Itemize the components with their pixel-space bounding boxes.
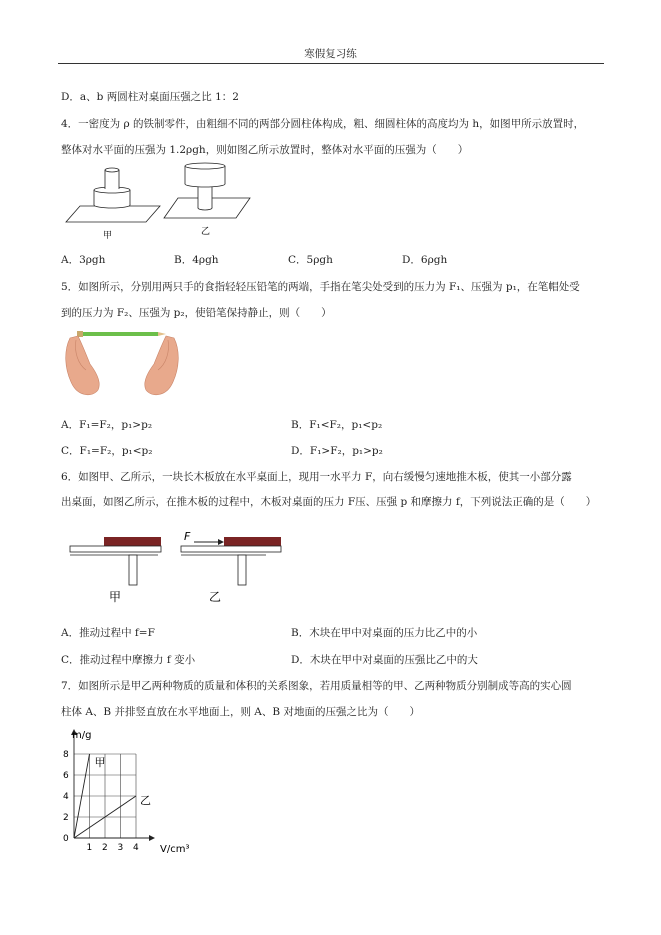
mass-volume-chart [58, 726, 208, 858]
q5-option-b: B．F₁<F₂，p₁<p₂ [291, 419, 383, 431]
page-header-title: 寒假复习练 [304, 48, 357, 60]
q4-text-line1: 4．一密度为 ρ 的铁制零件，由粗细不同的两部分圆柱体构成，粗、细圆柱体的高度均为 h，如图甲所示放置时， [61, 118, 585, 130]
q5-option-c: C．F₁=F₂，p₁<p₂ [61, 445, 153, 457]
y-tick-label: 8 [63, 750, 69, 760]
q4-label-b: 乙 [201, 227, 211, 237]
x-tick-label: 3 [117, 843, 124, 853]
header-divider [58, 63, 604, 64]
q4-text-line2: 整体对水平面的压强为 1.2ρgh，则如图乙所示放置时，整体对水平面的压强为（ ） [61, 144, 469, 156]
y-tick-label: 6 [63, 771, 69, 781]
q6-option-a: A．推动过程中 f=F [61, 627, 155, 639]
y-tick-label: 4 [63, 792, 69, 802]
q6-option-b: B．木块在甲中对桌面的压力比乙中的小 [291, 627, 478, 639]
series-label-yi: 乙 [140, 794, 151, 807]
q6-board-figure [66, 526, 296, 604]
q6-text-line2: 出桌面，如图乙所示，在推木板的过程中，木板对桌面的压力 F压、压强 p 和摩擦力 f，下列说法正确的是（ ） [61, 496, 597, 508]
q4-label-a: 甲 [103, 231, 113, 240]
y-axis-label: m/g [72, 730, 92, 741]
q5-hands-pencil-image [62, 324, 182, 400]
q6-label-b: 乙 [209, 590, 222, 604]
q4-option-a: A．3ρgh [61, 254, 106, 266]
q6-label-a: 甲 [109, 590, 122, 604]
q4-option-b: B．4ρgh [174, 254, 219, 266]
q6-figure-a [70, 537, 161, 604]
x-tick-label: 4 [133, 843, 139, 853]
q4-figure-b [164, 163, 250, 237]
q6-option-c: C．推动过程中摩擦力 f 变小 [61, 654, 196, 666]
q4-figure-a [66, 168, 160, 240]
x-tick-label: 2 [102, 843, 108, 853]
q5-option-a: A．F₁=F₂，p₁>p₂ [61, 419, 153, 431]
q4-option-c: C．5ρgh [288, 254, 333, 266]
q4-option-d: D．6ρgh [402, 254, 448, 266]
q3-option-d: D．a、b 两圆柱对桌面压强之比 1：2 [61, 91, 239, 103]
x-tick-label: 1 [86, 843, 93, 853]
q6-text-line1: 6．如图甲、乙所示，一块长木板放在水平桌面上，现用一水平力 F，向右缓慢匀速地推木板，使其一小部分露 [61, 471, 572, 483]
q5-text-line2: 到的压力为 F₂、压强为 p₂，使铅笔保持静止，则（ ） [61, 307, 332, 319]
q4-cylinder-figure [60, 158, 260, 240]
pencil-shape [82, 332, 158, 336]
q7-text-line2: 柱体 A、B 并排竖直放在水平地面上，则 A、B 对地面的压强之比为（ ） [61, 706, 420, 718]
q6-option-d: D．木块在甲中对桌面的压强比乙中的大 [291, 654, 478, 666]
y-tick-label: 0 [63, 834, 69, 844]
y-tick-label: 2 [63, 813, 69, 823]
x-axis-label: V/cm³ [160, 844, 190, 855]
series-label-jia: 甲 [94, 756, 106, 769]
q7-text-line1: 7．如图所示是甲乙两种物质的质量和体积的关系图象，若用质量相等的甲、乙两种物质分别制成等高的实心圆 [61, 680, 572, 692]
q5-text-line1: 5．如图所示，分别用两只手的食指轻轻压铅笔的两端，手指在笔尖处受到的压力为 F₁、压强为 p₁，在笔帽处受 [61, 281, 580, 293]
q6-figure-b [181, 530, 281, 604]
q5-option-d: D．F₁>F₂，p₁>p₂ [291, 445, 383, 457]
x-axis-arrow [149, 835, 155, 841]
q6-force-label: F [184, 530, 191, 543]
